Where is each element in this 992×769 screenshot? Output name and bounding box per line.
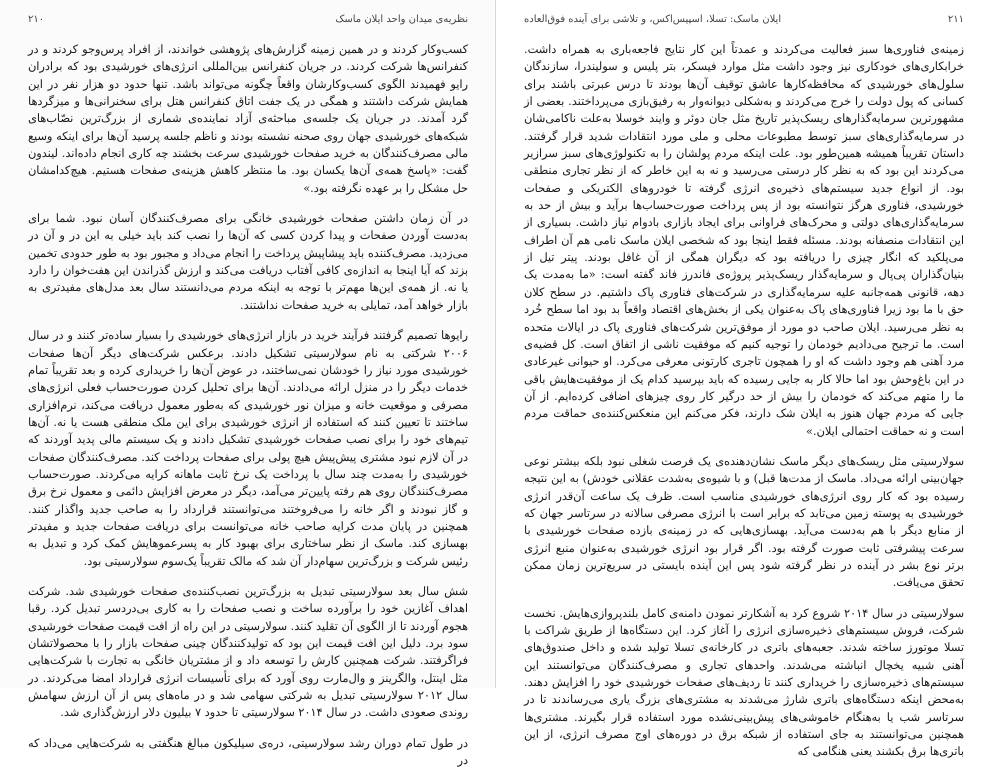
right-paragraph-3: سولارسیتی در سال ۲۰۱۴ شروع کرد به آشکارتر نمودن دامنه‌ی کامل بلندپروازی‌هایش. نخست شرکت، فروش سیستم‌های ذخیره‌سازی انرژی را آغاز کرد. این دستگاه‌ها از طریق شراکت با تسلا موتورز ساخته شدند. جعبه‌های باتری در کارخانه‌ی تسلا تولید شده و داخل صندوق‌های آهنی شبیه یخچال انباشته می‌شدند. واحدهای تجاری و مصرف‌کنندگان می‌توانستند این سیستم‌های ذخیره‌سازی را خریداری کنند تا ردیف‌های صفحات خورشیدی خود را افزایش دهند. به‌محض اینکه دستگاه‌های باتری شارژ می‌شدند به مشتری‌های بزرگ یاری می‌رساندند تا در سرتاسر شب یا به‌هنگام خاموشی‌های پیش‌بینی‌نشده مورد استفاده قرار بگیرند. مشتری‌ها همچنین می‌توانستند به جای استفاده از شبکه برق در دوره‌های اوج مصرف انرژی، از این باتری‌ها برق بکشند یعنی هنگامی که [524,606,964,759]
right-page-number: ۲۱۱ [947,14,964,25]
left-page-number: ۲۱۰ [28,14,45,25]
right-page [496,0,992,759]
left-paragraph-2: در آن زمان داشتن صفحات خورشیدی خانگی برای مصرف‌کنندگان آسان نبود. شما برای به‌دست آوردن صفحات و پیدا کردن کسی که آن‌ها را نصب کند باید خیلی به این در و آن در می‌زدید. مصرف‌کننده باید پیشاپیش پرداخت را انجام می‌داد و مجبور بود به طور حدودی تخمین بزند که آیا اینجا به اندازه‌ی کافی آفتاب دریافت می‌کند و ارزش گذراندن این هفت‌خوان را دارد یا نه. از همه‌ی این‌ها مهم‌تر با توجه به اینکه مردم می‌دانستند سال بعد مدل‌های مفیدتری به بازار خواهد آمد، تمایلی به خرید صفحات نداشتند. [28,212,468,312]
right-running-title: ایلان ماسک: تسلا، اسپیس‌اکس، و تلاشی برای آینده فوق‌العاده [524,14,782,25]
left-paragraph-5: در طول تمام دوران رشد سولارسیتی، دره‌ی سیلیکون مبالغ هنگفتی به شرکت‌هایی می‌داد که در [28,736,468,768]
right-paragraph-1: زمینه‌ی فناوری‌ها سبز فعالیت می‌کردند و عمدتاً این کار نتایج فاجعه‌باری به همراه داشت. خرابکاری‌های خودکاری نیز وجود داشت مثل موارد فیسکر، بتر پلیس و سولیندرا، سازندگان سلول‌های خورشیدی که محافظه‌کارها عاشق توقیف آن‌ها بودند تا درس عبرتی باشند برای کسانی که پول دولت را خرج می‌کردند و به‌شکلی دیوانه‌وار به رفیق‌بازی می‌پرداختند. بعضی از مشهورترین سرمایه‌گذارهای ریسک‌پذیر تاریخ مثل جان دوئر و وایند خوسلا به‌علت ناکامی‌شان در سرمایه‌گذاری‌های سبز توسط مطبوعات محلی و ملی مورد انتقادات شدید قرار گرفتند. داستان تقریباً همیشه همین‌طور بود. علت اینکه مردم پولشان را به تکنولوژی‌های سبز سرازیر می‌کردند این بود که به نظر کار درستی می‌رسید و نه به این خاطر که از نظر تجاری منطقی بود. از انواع جدید سیستم‌های ذخیره‌ی انرژی گرفته تا خودروهای الکتریکی و صفحات خورشیدی، فناوری هرگز نتوانسته بود از پس پرداخت صورت‌حساب‌ها برآید و بیش از حد به سرمایه‌گذاری‌های دولتی و محرک‌های فراوانی برای ایجاد بازاری بادوام نیاز داشت. بسیاری از این انتقادات منصفانه بودند. مسئله فقط اینجا بود که شخصی ایلان ماسک نامی هم آن اطراف می‌پلکید که انگار چیزی را دریافته بود که دیگران همگی از آن غافل بودند. پیتر تیل از بنیان‌گذاران پی‌پال و سرمایه‌گذار ریسک‌پذیر پروژه‌ی فاندرز فاند گفته است: «ما به‌مدت یک دهه، قانونی همه‌جانبه علیه سرمایه‌گذاری در شرکت‌های فناوری پاک داشتیم. در سطح کلان حق با ما بود زیرا فناوری‌های پاک به‌عنوان یکی از بخش‌های اقتصاد واقعاً بد بود اما سطح خُرد به نظر می‌رسید. ایلان صاحب دو مورد از موفق‌ترین شرکت‌های فناوری پاک در ایالات متحده است. ما ترجیح می‌دادیم خودمان را توجیه کنیم که موفقیت ناشی از اتفاق است. کل قضیه‌ی مرد آهنی هم وجود داشت که او را همچون تاجری کارتونی معرفی می‌کرد. او حیوانی غیرعادی در این باغ‌وحش بود اما حالا کار به جایی رسیده که باید بپرسید کدام یک از موفقیت‌هایش باقی ما را متهم می‌کند که خودمان را بیش از حد درگیر کار روی چیزهای اضافی کرده‌ایم. از آن جایی که مردم جهان هنوز به ایلان شک دارند، فکر می‌کنم این منعکس‌کننده‌ی حماقت مردم است و نه حماقت احتمالی ایلان.» [524,43,964,438]
left-running-head [28,14,468,31]
left-running-title: نظریه‌ی میدان واحد ایلان ماسک [335,14,468,25]
left-paragraph-1: کسب‌وکار کردند و در همین زمینه گزارش‌های پژوهشی خواندند، از افراد پرس‌وجو کردند و در کنفرانس‌ها شرکت کردند. در جریان کنفرانس بین‌المللی انرژی‌های خورشیدی بود که برادران رایو فهمیدند الگوی کسب‌وکارشان واقعاً چگونه می‌تواند باشد. تنها حدود دو هزار نفر در این همایش شرکت داشتند و همگی در یک جفت اتاق کنفرانس هتل برای سخنرانی‌ها و میزگردها گرد آمدند. در جریان یک جلسه‌ی مباحثه‌ی آزاد نماینده‌ی شماری از بزرگ‌ترین نصّاب‌های شبکه‌های خورشیدی جهان روی صحنه نشسته بودند و ناظم جلسه پرسید آن‌ها برای اینکه وسیع مالی مصرف‌کنندگان به خرید صفحات خورشیدی سرعت بخشند چه کاری انجام داده‌اند. لیندون گفت: «پاسخ همه‌ی آن‌ها یکسان بود. ما منتظر کاهش هزینه‌ی صفحات هستیم. هیچ‌کدامشان حل مشکل را بر عهده نگرفته بود.» [28,43,468,195]
left-page [0,0,496,768]
right-paragraph-2: سولارسیتی مثل ریسک‌های دیگر ماسک نشان‌دهنده‌ی یک فرصت شغلی نبود بلکه بیشتر نوعی جهان‌بینی ارائه می‌داد. ماسک از مدت‌ها قبل) و با شیوه‌ی به‌شدت عقلانی خودش) به این نتیجه رسیده بود که کار روی انرژی‌های خورشیدی مناسب است. ظرف یک ساعت آن‌قدر انرژی خورشیدی به پوسته زمین می‌تابد که برابر است با انرژی مصرفی سالانه در سرتاسر جهان که از منابع دیگر با هم به‌دست می‌آید. بهسازی‌هایی که در زمینه‌ی بازده صفحات خورشیدی با سرعت پیشرفتی ثابت صورت گرفته بود. اگر قرار بود انرژی خورشیدی به‌عنوان منبع انرژی برتر نوع بشر در آینده در نظر گرفته شود پس این آینده بایستی در سریع‌ترین زمان ممکن تحقق می‌یافت. [524,454,964,590]
left-paragraph-4: شش سال بعد سولارسیتی تبدیل به بزرگ‌ترین نصب‌کننده‌ی صفحات خورشیدی شد. شرکت اهداف آغازین خود را برآورده ساخت و نصب صفحات را به کاری بی‌دردسر تبدیل کرد. رقبا هجوم آوردند تا از الگوی آن تقلید کنند. سولارسیتی در این راه از افت قیمت صفحات خورشیدی سود برد. دلیل این افت قیمت این بود که تولیدکنندگان چینی صفحات بازار را با محصولاتشان فراگرفتند. شرکت همچنین کارش را توسعه داد و از مشتریان خانگی به تجارت با شرکت‌هایی مثل اینتل، والگرینز و وال‌مارت روی آورد که برای تأسیسات انرژی قرارداد امضا می‌کردند. در سال ۲۰۱۲ سولارسیتی تبدیل به شرکتی سهامی شد و در ماه‌های پس از آن ارزش سهامش روندی صعودی داشت. در سال ۲۰۱۴ سولارسیتی تا حدود ۷ بیلیون دلار ارزش‌گذاری شد. [28,584,468,720]
right-running-head [524,14,964,31]
left-paragraph-3: رایوها تصمیم گرفتند فرآیند خرید در بازار انرژی‌های خورشیدی را بسیار ساده‌تر کنند و در سال ۲۰۰۶ شرکتی به نام سولارسیتی تشکیل دادند. برعکس شرکت‌های دیگر آن‌ها صفحات خورشیدی مورد نیاز را خودشان نمی‌ساختند، در عوض آن‌ها را خریداری کرده و بعد تقریباً تمام خدمات دیگر را در منزل ارائه می‌دادند. آن‌ها برای تحلیل کردن صورت‌حساب فعلی انرژی‌های مصرفی و موقعیت خانه و میزان نور خورشیدی که به‌طور معمول دریافت می‌کند، نرم‌افزاری ساختند تا تعیین کنند که استفاده از انرژی خورشیدی برای این ملک منطقی هست یا نه. آن‌ها تیم‌های خود را برای نصب صفحات خورشیدی تشکیل دادند و یک سیستم مالی پدید آوردند که در آن لازم نبود مشتری پیش‌پیش هیچ پولی برای صفحات پرداخت کند. مصرف‌کنندگان صفحات خورشیدی را به‌مدت چند سال با پرداخت یک نرخ ثابت ماهانه کرایه می‌کردند. صورت‌حساب مصرف‌کنندگان روی هم رفته پایین‌تر می‌آمد، دیگر در معرض افزایش دائمی و معمول نرخ برق و گاز نبودند و اگر خانه را می‌فروختند می‌توانستند قرارداد را به صاحب جدید واگذار کنند. همچنین در پایان مدت کرایه صاحب خانه می‌توانست برای دریافت صفحات جدید و مفیدتر بهسازی کند. ماسک از نظر ساختاری برای بهبود کار به پسرعموهایش کمک کرد و تبدیل به رئیس شرکت و بزرگ‌ترین سهام‌دار آن شد که مالک تقریباً یک‌سوم سولارسیتی بود. [28,329,468,568]
